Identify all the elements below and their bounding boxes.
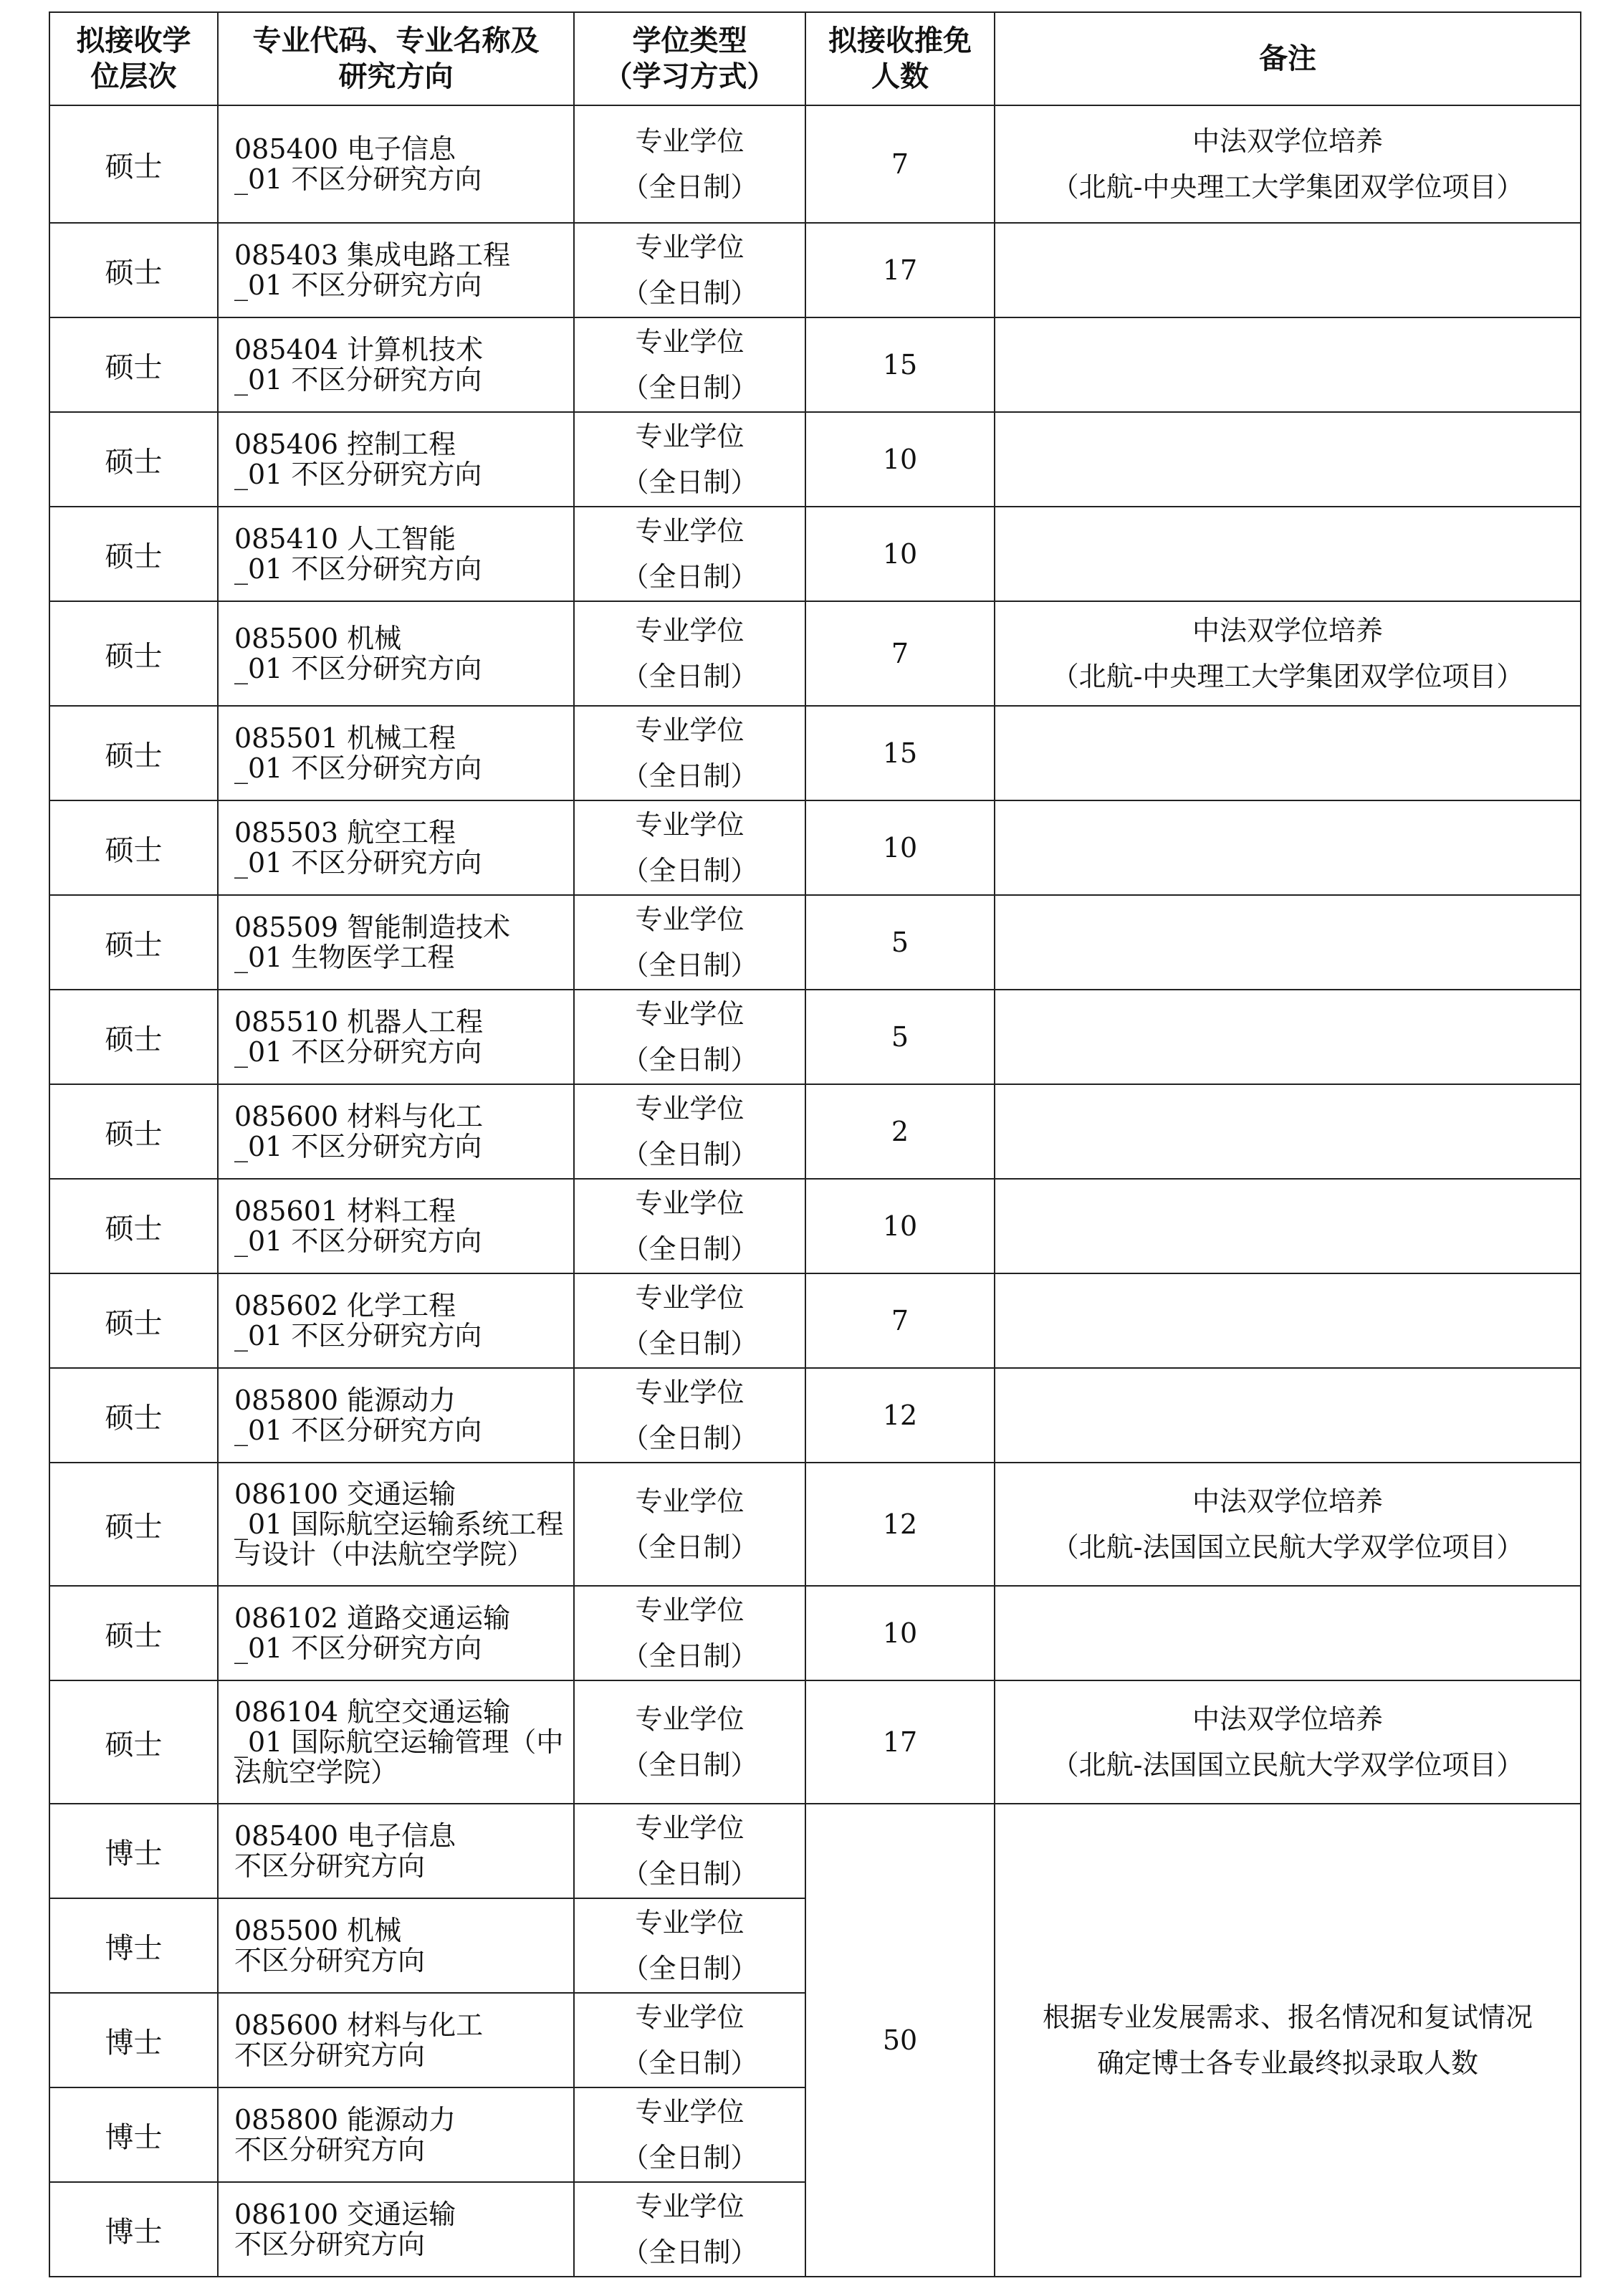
table-row — [49, 1273, 1581, 1368]
remarks-cell — [995, 1586, 1581, 1680]
remarks-cell — [995, 105, 1581, 223]
research-direction: 不区分研究方向 — [234, 2039, 426, 2071]
degree-type: 专业学位 — [635, 231, 745, 263]
research-direction: _01 生物医学工程 — [234, 942, 455, 973]
table-row — [49, 1179, 1581, 1273]
degree-type-cell — [574, 1179, 805, 1273]
degree-type: 专业学位 — [635, 326, 745, 358]
major-cell — [218, 1463, 574, 1586]
admission-table-container — [49, 11, 1581, 2277]
degree-type: 专业学位 — [635, 1282, 745, 1314]
degree-type-cell — [574, 1273, 805, 1368]
major-code-name: 085410 人工智能 — [234, 523, 456, 555]
remarks-cell — [995, 1273, 1581, 1368]
degree-type: 专业学位 — [635, 904, 745, 935]
remarks-cell — [995, 1463, 1581, 1586]
study-mode: （全日制） — [621, 1233, 758, 1265]
remark-line-2: （北航-法国国立民航大学双学位项目） — [1051, 1531, 1524, 1563]
degree-type-cell — [574, 895, 805, 990]
quota-count: 17 — [805, 1680, 995, 1804]
degree-type: 专业学位 — [635, 1093, 745, 1124]
study-mode: （全日制） — [621, 171, 758, 203]
major-code-name: 085500 机械 — [234, 623, 402, 654]
degree-type: 专业学位 — [635, 2096, 745, 2128]
study-mode: （全日制） — [621, 950, 758, 981]
research-direction: _01 不区分研究方向 — [234, 847, 482, 879]
degree-type-cell — [574, 1680, 805, 1804]
study-mode: （全日制） — [621, 2237, 758, 2268]
study-mode: （全日制） — [621, 467, 758, 498]
degree-type-cell — [574, 1898, 805, 1993]
major-code-name: 085602 化学工程 — [234, 1290, 456, 1321]
remark-line-1: 中法双学位培养 — [1192, 1486, 1383, 1517]
quota-count: 7 — [805, 1273, 995, 1368]
degree-type-cell — [574, 1463, 805, 1586]
degree-type-cell — [574, 706, 805, 800]
remark-line-1: 中法双学位培养 — [1192, 1703, 1383, 1735]
quota-count: 15 — [805, 706, 995, 800]
remarks-cell — [995, 1680, 1581, 1804]
table-row — [49, 990, 1581, 1084]
major-cell — [218, 1804, 574, 1898]
quota-count: 10 — [805, 1179, 995, 1273]
major-cell — [218, 507, 574, 601]
table-row — [49, 601, 1581, 706]
research-direction: 不区分研究方向 — [234, 1850, 426, 1882]
research-direction: 不区分研究方向 — [234, 1945, 426, 1976]
study-mode: （全日制） — [621, 2047, 758, 2079]
remarks-cell — [995, 706, 1581, 800]
phd-remarks-cell — [995, 1804, 1581, 2277]
degree-type: 专业学位 — [635, 2191, 745, 2222]
major-code-name: 086104 航空交通运输 — [234, 1696, 511, 1728]
degree-level: 硕士 — [49, 1273, 218, 1368]
degree-level: 博士 — [49, 2087, 218, 2182]
degree-level: 硕士 — [49, 990, 218, 1084]
quota-count: 7 — [805, 105, 995, 223]
header-degree-type: 学位类型 （学习方式） — [574, 12, 805, 105]
research-direction: _01 不区分研究方向 — [234, 1415, 482, 1446]
degree-type-cell — [574, 1368, 805, 1463]
remarks-cell — [995, 601, 1581, 706]
research-direction: _01 不区分研究方向 — [234, 364, 482, 396]
quota-count: 10 — [805, 1586, 995, 1680]
major-code-name: 086100 交通运输 — [234, 1478, 456, 1510]
degree-type: 专业学位 — [635, 1594, 745, 1626]
major-code-name: 085600 材料与化工 — [234, 1101, 484, 1132]
table-row — [49, 1084, 1581, 1179]
degree-level: 博士 — [49, 1993, 218, 2087]
research-direction: _01 不区分研究方向 — [234, 1320, 482, 1352]
research-direction: _01 不区分研究方向 — [234, 653, 482, 684]
major-code-name: 085510 机器人工程 — [234, 1006, 484, 1038]
remark-line-2: （北航-法国国立民航大学双学位项目） — [1051, 1749, 1524, 1781]
degree-type: 专业学位 — [635, 714, 745, 746]
major-code-name: 085400 电子信息 — [234, 133, 456, 165]
research-direction: _01 国际航空运输管理（中法航空学院） — [234, 1726, 564, 1788]
degree-type-cell — [574, 2087, 805, 2182]
major-cell — [218, 105, 574, 223]
major-cell — [218, 601, 574, 706]
major-cell — [218, 317, 574, 412]
quota-count: 10 — [805, 507, 995, 601]
major-cell — [218, 1993, 574, 2087]
remarks-cell — [995, 1368, 1581, 1463]
major-code-name: 085600 材料与化工 — [234, 2009, 484, 2041]
study-mode: （全日制） — [621, 277, 758, 309]
study-mode: （全日制） — [621, 1749, 758, 1781]
degree-level: 博士 — [49, 2182, 218, 2277]
table-row — [49, 1463, 1581, 1586]
table-row — [49, 507, 1581, 601]
remark-line-2: （北航-中央理工大学集团双学位项目） — [1051, 661, 1524, 692]
major-cell — [218, 2182, 574, 2277]
degree-level: 硕士 — [49, 800, 218, 895]
study-mode: （全日制） — [621, 1953, 758, 1984]
phd-remark-line-1: 根据专业发展需求、报名情况和复试情况 — [1042, 2001, 1533, 2033]
research-direction: _01 不区分研究方向 — [234, 163, 482, 195]
study-mode: （全日制） — [621, 1640, 758, 1672]
major-code-name: 085403 集成电路工程 — [234, 239, 511, 271]
degree-type: 专业学位 — [635, 515, 745, 547]
major-cell — [218, 706, 574, 800]
research-direction: _01 不区分研究方向 — [234, 459, 482, 490]
research-direction: _01 不区分研究方向 — [234, 269, 482, 301]
table-row — [49, 317, 1581, 412]
header-remarks: 备注 — [995, 12, 1581, 105]
research-direction: _01 不区分研究方向 — [234, 1036, 482, 1068]
degree-level: 硕士 — [49, 1586, 218, 1680]
table-row — [49, 895, 1581, 990]
degree-level: 硕士 — [49, 706, 218, 800]
degree-type-cell — [574, 317, 805, 412]
quota-count: 5 — [805, 895, 995, 990]
study-mode: （全日制） — [621, 1044, 758, 1076]
quota-count: 12 — [805, 1463, 995, 1586]
degree-type: 专业学位 — [635, 2001, 745, 2033]
major-cell — [218, 2087, 574, 2182]
research-direction: _01 不区分研究方向 — [234, 1131, 482, 1162]
remarks-cell — [995, 1179, 1581, 1273]
major-code-name: 085404 计算机技术 — [234, 334, 484, 365]
degree-level: 硕士 — [49, 223, 218, 317]
research-direction: _01 不区分研究方向 — [234, 752, 482, 784]
table-row — [49, 1586, 1581, 1680]
research-direction: _01 不区分研究方向 — [234, 1632, 482, 1664]
quota-count: 10 — [805, 800, 995, 895]
research-direction: 不区分研究方向 — [234, 2229, 426, 2260]
study-mode: （全日制） — [621, 855, 758, 886]
major-cell — [218, 1273, 574, 1368]
degree-level: 硕士 — [49, 1368, 218, 1463]
major-code-name: 085509 智能制造技术 — [234, 912, 511, 943]
major-code-name: 085601 材料工程 — [234, 1195, 456, 1227]
degree-level: 硕士 — [49, 1680, 218, 1804]
study-mode: （全日制） — [621, 372, 758, 403]
degree-level: 硕士 — [49, 105, 218, 223]
header-row — [49, 12, 1581, 105]
phd-quota-count: 50 — [805, 1804, 995, 2277]
table-row-phd — [49, 1804, 1581, 1898]
degree-level: 硕士 — [49, 1463, 218, 1586]
research-direction: _01 不区分研究方向 — [234, 1225, 482, 1257]
major-code-name: 085800 能源动力 — [234, 2104, 456, 2135]
remark-line-2: （北航-中央理工大学集团双学位项目） — [1051, 171, 1524, 203]
study-mode: （全日制） — [621, 760, 758, 792]
research-direction: _01 国际航空运输系统工程与设计（中法航空学院） — [234, 1508, 564, 1570]
degree-type: 专业学位 — [635, 125, 745, 157]
degree-level: 硕士 — [49, 507, 218, 601]
table-row — [49, 800, 1581, 895]
remarks-cell — [995, 507, 1581, 601]
degree-type-cell — [574, 412, 805, 507]
degree-type: 专业学位 — [635, 998, 745, 1030]
degree-type-cell — [574, 1804, 805, 1898]
study-mode: （全日制） — [621, 1328, 758, 1359]
degree-type-cell — [574, 990, 805, 1084]
degree-type-cell — [574, 223, 805, 317]
remarks-cell — [995, 317, 1581, 412]
major-cell — [218, 990, 574, 1084]
degree-type: 专业学位 — [635, 1486, 745, 1517]
quota-count: 7 — [805, 601, 995, 706]
degree-level: 博士 — [49, 1898, 218, 1993]
degree-type: 专业学位 — [635, 421, 745, 452]
major-cell — [218, 1680, 574, 1804]
study-mode: （全日制） — [621, 2142, 758, 2173]
major-cell — [218, 223, 574, 317]
major-code-name: 085503 航空工程 — [234, 817, 456, 848]
remarks-cell — [995, 990, 1581, 1084]
major-code-name: 085406 控制工程 — [234, 429, 456, 460]
degree-level: 硕士 — [49, 317, 218, 412]
header-major: 专业代码、专业名称及 研究方向 — [218, 12, 574, 105]
header-quota: 拟接收推免 人数 — [805, 12, 995, 105]
major-cell — [218, 800, 574, 895]
study-mode: （全日制） — [621, 1422, 758, 1454]
table-row — [49, 223, 1581, 317]
phd-remark-line-2: 确定博士各专业最终拟录取人数 — [1096, 2047, 1478, 2079]
table-row — [49, 105, 1581, 223]
table-row — [49, 1680, 1581, 1804]
remarks-cell — [995, 412, 1581, 507]
study-mode: （全日制） — [621, 1531, 758, 1563]
major-cell — [218, 895, 574, 990]
major-code-name: 085501 机械工程 — [234, 722, 456, 754]
table-row — [49, 412, 1581, 507]
major-code-name: 085500 机械 — [234, 1915, 402, 1946]
degree-type: 专业学位 — [635, 1812, 745, 1844]
degree-level: 硕士 — [49, 1084, 218, 1179]
degree-type-cell — [574, 2182, 805, 2277]
degree-type-cell — [574, 105, 805, 223]
remarks-cell — [995, 223, 1581, 317]
table-row — [49, 706, 1581, 800]
quota-count: 12 — [805, 1368, 995, 1463]
major-cell — [218, 1368, 574, 1463]
major-cell — [218, 412, 574, 507]
table-row — [49, 1368, 1581, 1463]
degree-level: 硕士 — [49, 895, 218, 990]
degree-level: 硕士 — [49, 412, 218, 507]
study-mode: （全日制） — [621, 661, 758, 692]
degree-type: 专业学位 — [635, 809, 745, 841]
degree-level: 博士 — [49, 1804, 218, 1898]
degree-type: 专业学位 — [635, 1187, 745, 1219]
degree-type-cell — [574, 800, 805, 895]
major-code-name: 085400 电子信息 — [234, 1820, 456, 1852]
degree-type-cell — [574, 601, 805, 706]
degree-type: 专业学位 — [635, 1907, 745, 1938]
study-mode: （全日制） — [621, 1858, 758, 1890]
remarks-cell — [995, 1084, 1581, 1179]
remarks-cell — [995, 800, 1581, 895]
remarks-cell — [995, 895, 1581, 990]
major-code-name: 086100 交通运输 — [234, 2199, 456, 2230]
major-cell — [218, 1084, 574, 1179]
degree-type: 专业学位 — [635, 1703, 745, 1735]
header-degree-level: 拟接收学 位层次 — [49, 12, 218, 105]
quota-count: 15 — [805, 317, 995, 412]
study-mode: （全日制） — [621, 561, 758, 593]
major-cell — [218, 1179, 574, 1273]
remark-line-1: 中法双学位培养 — [1192, 125, 1383, 157]
remark-line-1: 中法双学位培养 — [1192, 615, 1383, 646]
quota-count: 2 — [805, 1084, 995, 1179]
research-direction: _01 不区分研究方向 — [234, 553, 482, 585]
major-cell — [218, 1898, 574, 1993]
degree-type-cell — [574, 1084, 805, 1179]
degree-type: 专业学位 — [635, 1377, 745, 1408]
admission-table — [49, 11, 1581, 2277]
degree-type: 专业学位 — [635, 615, 745, 646]
study-mode: （全日制） — [621, 1139, 758, 1170]
degree-type-cell — [574, 1586, 805, 1680]
degree-level: 硕士 — [49, 1179, 218, 1273]
major-code-name: 085800 能源动力 — [234, 1384, 456, 1416]
degree-type-cell — [574, 507, 805, 601]
degree-level: 硕士 — [49, 601, 218, 706]
degree-type-cell — [574, 1993, 805, 2087]
quota-count: 10 — [805, 412, 995, 507]
quota-count: 17 — [805, 223, 995, 317]
major-code-name: 086102 道路交通运输 — [234, 1602, 511, 1634]
table-body — [49, 105, 1581, 2277]
quota-count: 5 — [805, 990, 995, 1084]
research-direction: 不区分研究方向 — [234, 2134, 426, 2166]
major-cell — [218, 1586, 574, 1680]
